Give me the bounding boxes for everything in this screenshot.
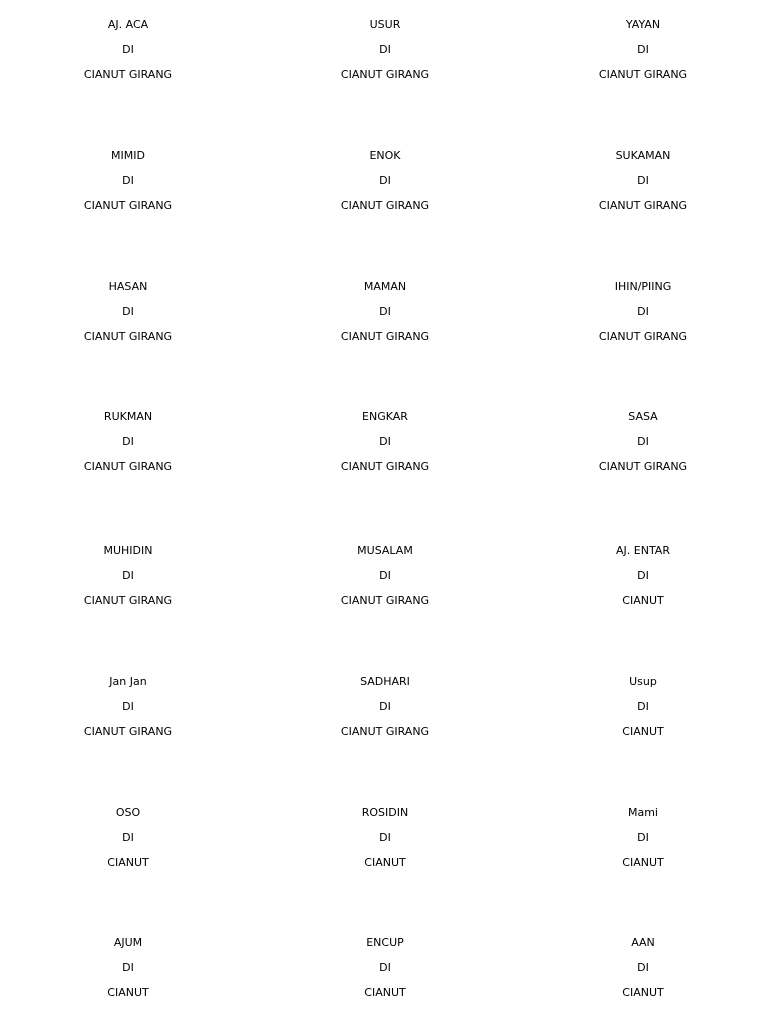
address-label — [295, 18, 475, 93]
label-name: ENOK — [369, 149, 401, 162]
label-place: CIANUT — [622, 986, 664, 999]
address-label — [553, 806, 733, 881]
label-place: CIANUT GIRANG — [598, 68, 688, 81]
label-place: CIANUT GIRANG — [598, 330, 688, 343]
address-label — [295, 936, 475, 1011]
label-preposition: DI — [637, 831, 649, 844]
label-preposition: DI — [122, 43, 134, 56]
address-label — [553, 936, 733, 1011]
address-label — [295, 806, 475, 881]
address-label — [295, 675, 475, 750]
label-name: USUR — [369, 18, 401, 31]
address-label — [38, 936, 218, 1011]
label-place: CIANUT GIRANG — [340, 460, 430, 473]
label-name: HASAN — [108, 280, 148, 293]
label-name: RUKMAN — [103, 410, 153, 423]
label-place: CIANUT — [364, 856, 406, 869]
label-name: ENGKAR — [362, 410, 408, 423]
label-place: CIANUT — [364, 986, 406, 999]
label-preposition: DI — [637, 569, 649, 582]
label-name: MIMID — [111, 149, 145, 162]
address-label — [553, 18, 733, 93]
label-preposition: DI — [379, 831, 391, 844]
label-preposition: DI — [122, 961, 134, 974]
label-name: YAYAN — [625, 18, 661, 31]
label-place: CIANUT GIRANG — [598, 460, 688, 473]
label-name: ENCUP — [366, 936, 404, 949]
address-label — [553, 544, 733, 619]
address-label — [553, 675, 733, 750]
address-label — [553, 280, 733, 355]
label-preposition: DI — [379, 435, 391, 448]
label-name: Mami — [627, 806, 658, 819]
label-name: Usup — [629, 675, 657, 688]
label-name: SADHARI — [360, 675, 410, 688]
label-place: CIANUT GIRANG — [340, 330, 430, 343]
label-name: AAN — [631, 936, 655, 949]
label-name: AJUM — [113, 936, 143, 949]
label-preposition: DI — [637, 961, 649, 974]
address-label — [38, 675, 218, 750]
label-preposition: DI — [379, 43, 391, 56]
label-name: OSO — [115, 806, 141, 819]
label-preposition: DI — [637, 174, 649, 187]
label-place: CIANUT GIRANG — [83, 725, 173, 738]
label-name: AJ. ENTAR — [616, 544, 670, 557]
label-place: CIANUT — [107, 856, 149, 869]
label-name: AJ. ACA — [107, 18, 149, 31]
label-preposition: DI — [379, 174, 391, 187]
address-label — [38, 149, 218, 224]
label-place: CIANUT — [622, 594, 664, 607]
address-label — [295, 544, 475, 619]
label-place: CIANUT GIRANG — [598, 199, 688, 212]
label-place: CIANUT — [622, 725, 664, 738]
label-preposition: DI — [122, 569, 134, 582]
address-label — [295, 149, 475, 224]
label-place: CIANUT GIRANG — [340, 68, 430, 81]
address-label — [38, 280, 218, 355]
label-name: IHIN/PIING — [614, 280, 672, 293]
address-label — [38, 544, 218, 619]
address-label — [295, 410, 475, 485]
label-place: CIANUT GIRANG — [340, 725, 430, 738]
label-name: MUHIDIN — [103, 544, 153, 557]
address-label — [38, 806, 218, 881]
label-place: CIANUT GIRANG — [340, 199, 430, 212]
label-preposition: DI — [379, 961, 391, 974]
label-preposition: DI — [637, 305, 649, 318]
label-preposition: DI — [379, 700, 391, 713]
label-place: CIANUT GIRANG — [83, 330, 173, 343]
address-label — [295, 280, 475, 355]
label-preposition: DI — [379, 569, 391, 582]
address-label — [38, 18, 218, 93]
label-name: SASA — [628, 410, 658, 423]
label-preposition: DI — [122, 700, 134, 713]
label-name: ROSIDIN — [361, 806, 409, 819]
label-place: CIANUT GIRANG — [83, 199, 173, 212]
label-name: SUKAMAN — [615, 149, 671, 162]
label-place: CIANUT — [622, 856, 664, 869]
label-preposition: DI — [637, 700, 649, 713]
label-preposition: DI — [637, 435, 649, 448]
label-place: CIANUT GIRANG — [340, 594, 430, 607]
label-place: CIANUT GIRANG — [83, 460, 173, 473]
label-preposition: DI — [122, 305, 134, 318]
address-label — [38, 410, 218, 485]
address-label — [553, 149, 733, 224]
label-preposition: DI — [122, 435, 134, 448]
label-preposition: DI — [122, 174, 134, 187]
label-preposition: DI — [122, 831, 134, 844]
label-place: CIANUT — [107, 986, 149, 999]
label-place: CIANUT GIRANG — [83, 68, 173, 81]
label-name: MUSALAM — [357, 544, 413, 557]
label-name: MAMAN — [363, 280, 407, 293]
label-name: Jan Jan — [109, 675, 147, 688]
label-preposition: DI — [379, 305, 391, 318]
label-preposition: DI — [637, 43, 649, 56]
label-place: CIANUT GIRANG — [83, 594, 173, 607]
address-label — [553, 410, 733, 485]
